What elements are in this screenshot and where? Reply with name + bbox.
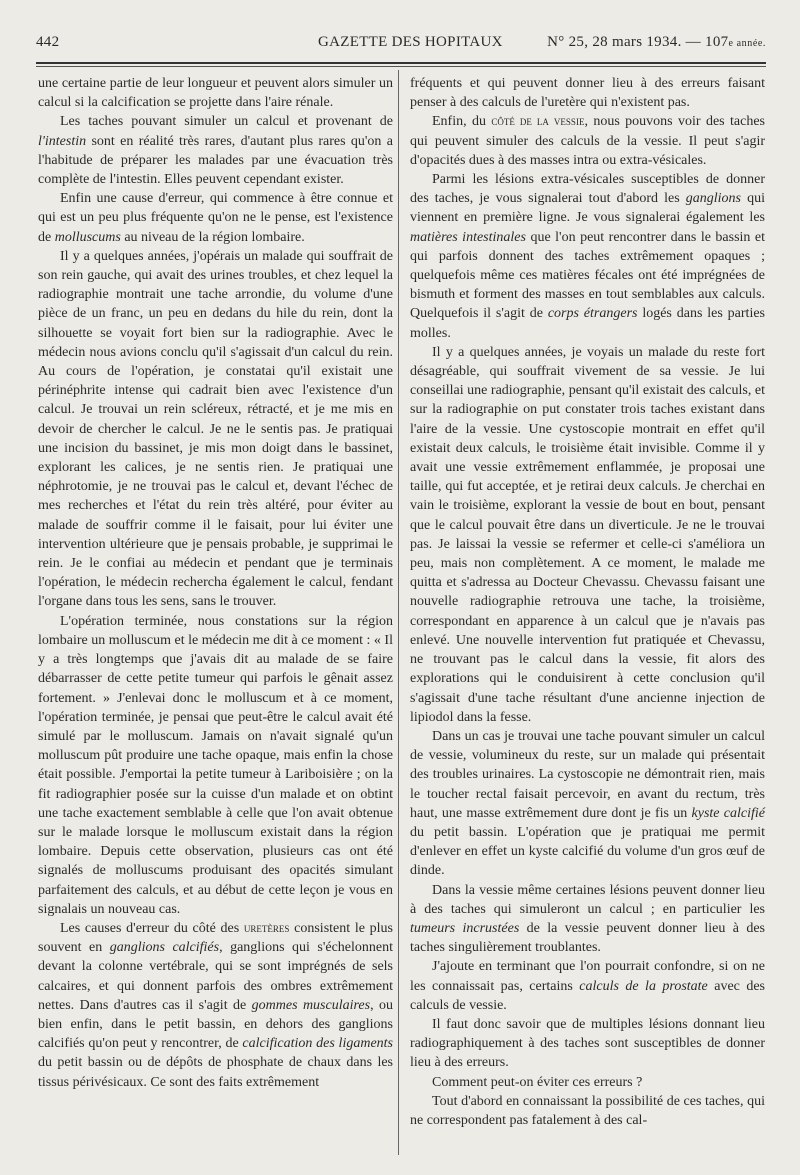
paragraph <box>410 343 765 727</box>
italic-term: calculs de la prostate <box>579 978 708 994</box>
text-run: avec des calculs de vessie. <box>410 978 765 1013</box>
text-run: du petit bassin. L'opération que je pratiquai me permit d'enlever en effet un kyste calcifié du volume d'un gros œuf de dinde. <box>410 824 765 879</box>
page-header <box>36 34 766 60</box>
text-run: Il y a quelques années, je voyais un malade du reste fort désagréable, qui souffrait vivement de sa vessie. Je lui conseillai une radiographie, pensant qu'il existait des calculs, et sur la radiographie on put constater trois taches existant dans l'aire de la vessie. Une cystoscopie montrait en effet qu'il existait deux calculs, le troisième était invisible. Comme il y avait une vessie extrêmement enflammée, je proposai une taille, qui fut acceptée, et je retirai deux calculs. Je cherchai en vain le troisième, explorant la vessie de bout en bout, pensant que le calcul pouvait être dans un diverticule. Je ne le trouvai pas. Je laissai la vessie se refermer et celle-ci s'améliora un peu, mais non complètement. A ce moment, le malade me quitta et s'adressa au Docteur Chevassu. Chevassu faisant une nouvelle radiographie retrouva une tache, la troisième, correspondant en apparence à un calcul que je n'avais pas enlevé. Une nouvelle intervention fut pratiquée et Chevassu, ne trouvant pas le calcul dans la vessie, fit alors des explorations qui le conduisirent à cette conclusion qu'il s'agissait d'une tache résultant d'une ancienne injection de lipiodol dans la fesse. <box>410 344 765 725</box>
text-run: Comment peut-on éviter ces erreurs ? <box>432 1074 643 1090</box>
text-run: sont en réalité très rares, d'autant plus rares qu'on a l'habitude de préparer les malades par une évacuation très complète de l'intestin. Elles peuvent cependant exister. <box>38 133 393 188</box>
text-run: logés dans les parties molles. <box>410 306 765 341</box>
text-run: au niveau de la région lombaire. <box>120 229 305 245</box>
text-run: Enfin, du <box>432 114 492 130</box>
text-run: Parmi les lésions extra-vésicales susceptibles de donner des taches, je vous signalerai tout d'abord les <box>410 172 765 207</box>
paragraph <box>410 1092 765 1130</box>
paragraph <box>410 112 765 170</box>
text-run: J'ajoute en terminant que l'on pourrait confondre, si on ne les connaissait pas, certains <box>410 959 765 994</box>
italic-term: molluscums <box>54 229 121 245</box>
paragraph <box>410 1015 765 1073</box>
journal-title: GAZETTE DES HOPITAUX <box>318 34 503 50</box>
left-column <box>38 74 393 1092</box>
small-caps-term: uretères <box>243 920 290 935</box>
text-run: L'opération terminée, nous constations sur la région lombaire un molluscum et le médecin me dit à ce moment : « Il y a très longtemps que j'avais dit au malade de se faire débarrasser de cette petite tumeur qui parfois le gênait assez fortement. » J'enlevai donc le molluscum et à ce moment, l'opération terminée, je pensai que peut-être le calcul avait été simulé par le molluscum. Jamais on n'avait signalé qu'un molluscum pût produire une tache opaque, mais enfin la chose était possible. J'emportai la petite tumeur à Lariboisière ; on la fit radiographier posée sur la cuisse d'un malade et on obtint une tache exactement semblable à celle que l'on avait obtenue sur le malade lorsque le molluscum existait dans la région lombaire. Depuis cette observation, plusieurs cas ont été signalés de molluscums produisant des opacités simulant parfaitement des calculs, et au début de cette leçon je vous en signalais un nouveau cas. <box>38 613 393 917</box>
column-divider <box>398 70 399 1155</box>
text-run: une certaine partie de leur longueur et peuvent alors simuler un calcul si la calcification se projette dans l'aire rénale. <box>38 76 393 111</box>
paragraph <box>410 881 765 958</box>
paragraph <box>38 112 393 189</box>
text-run: Il faut donc savoir que de multiples lésions donnant lieu radiographiquement à des taches sont susceptibles de donner lieu à des erreurs. <box>410 1016 765 1071</box>
paragraph <box>410 74 765 112</box>
issue-year-suffix: e année. <box>728 38 766 49</box>
small-caps-term: côté de la vessie <box>491 114 585 129</box>
italic-term: ganglions <box>685 191 741 207</box>
text-run: , ou bien enfin, dans le petit bassin, en dehors des ganglions calcifiés qu'on peut y rencontrer, de <box>38 997 394 1052</box>
paragraph <box>38 247 393 612</box>
paragraph <box>410 1073 765 1092</box>
text-run: Dans la vessie même certaines lésions peuvent donner lieu à des taches qui simuleront un calcul ; en particulier les <box>410 882 765 917</box>
paragraph <box>410 170 765 343</box>
paragraph <box>410 727 765 881</box>
italic-term: tumeurs incrustées <box>410 920 520 936</box>
text-run: Les causes d'erreur du côté des <box>60 920 244 936</box>
issue-info <box>547 34 766 51</box>
italic-term: l'intestin <box>38 133 87 149</box>
text-run: fréquents et qui peuvent donner lieu à des erreurs faisant penser à des calculs de l'uretère qui n'existent pas. <box>410 76 765 111</box>
text-run: consistent le plus souvent en <box>38 920 393 956</box>
text-run: , ganglions qui s'échelonnent devant la colonne vertébrale, qui se sont imprégnés de sels calcaires, et qui donnent parfois des ombres extrêmement nettes. Dans d'autres cas il s'agit de <box>38 940 393 1013</box>
text-run: Dans un cas je trouvai une tache pouvant simuler un calcul de vessie, volumineux du reste, sur un malade qui présentait des troubles urinaires. La cystoscopie ne démontrait rien, mais le toucher rectal faisait percevoir, en avant du rectum, très haut, une masse extrêmement dure dont je fis un <box>410 728 765 821</box>
text-run: Enfin une cause d'erreur, qui commence à être connue et qui est un peu plus fréquente qu'on ne le pense, est l'existence de <box>38 191 393 245</box>
italic-term: corps étrangers <box>547 306 638 322</box>
header-rule-thin <box>36 66 766 67</box>
right-column <box>410 74 765 1130</box>
italic-term: gommes musculaires <box>251 997 371 1013</box>
italic-term: calcification des ligaments <box>242 1036 393 1052</box>
text-run: qui viennent en première ligne. Je vous signalerai également les <box>410 191 766 226</box>
text-run: Les taches pouvant simuler un calcul et provenant de <box>60 114 393 130</box>
paragraph <box>38 612 393 919</box>
text-run: que l'on peut rencontrer dans le bassin et qui parfois donnent des taches extrêmement opaques ; quelquefois même ces matières fécales ont été imprégnées de bismuth et forment des masses en tout semblables aux calculs. Quelquefois il s'agit de <box>410 229 766 322</box>
paragraph <box>38 74 393 112</box>
header-rule-thick <box>36 62 766 64</box>
italic-term: ganglions calcifiés <box>109 940 220 956</box>
paragraph <box>410 957 765 1015</box>
issue-date: N° 25, 28 mars 1934. — 107 <box>547 34 729 50</box>
italic-term: kyste calcifié <box>691 805 765 821</box>
text-run: de la vessie peuvent donner lieu à des taches singulièrement troublantes. <box>410 920 765 956</box>
paragraph <box>38 189 393 247</box>
text-run: Tout d'abord en connaissant la possibilité de ces taches, qui ne correspondent pas fatalement à des cal- <box>410 1093 765 1128</box>
italic-term: matières intestinales <box>410 229 526 245</box>
text-run: Il y a quelques années, j'opérais un malade qui souffrait de son rein gauche, qui avait des urines troubles, et chez lequel la radiographie montrait une tache arrondie, du volume d'une pièce de un franc, un peu en dedans du hile du rein, dont la silhouette se voyait fort bien sur la radiographie. Avec le médecin nous avions conclu qu'il s'agissait d'un calcul du rein. Au cours de l'opération, je constatai qu'il existait une périnéphrite intense qui cadrait bien avec l'existence d'un calcul. Je trouvai un rein scléreux, rétracté, et je me mis en devoir de chercher le calcul. Je ne le sentis pas. Je pratiquai une incision du bassinet, je mis mon doigt dans le bassinet, explorant les calices, je ne sentis rien. Je pratiquai une néphrotomie, je ne trouvai pas le calcul et, devant l'échec de mes recherches et l'état du rein très altéré, pour éviter au malade de souffrir comme il le faisait, pour lui éviter une intervention ultérieure que je pensais probable, je supprimai le rein. Je le confiai au médecin et pendant que je terminais l'opération, le médecin rechercha également le calcul, fendant l'organe dans tous les sens, sans le trouver. <box>38 248 393 610</box>
text-run: du petit bassin ou de dépôts de phosphate de chaux dans les tissus périvésicaux. Ce sont des faits extrêmement <box>38 1055 393 1090</box>
page-number: 442 <box>36 34 60 50</box>
text-run: , nous pouvons voir des taches qui peuvent simuler des calculs de la vessie. Il peut s'agir d'opacités dues à des masses intra ou extra-vésicales. <box>410 114 765 168</box>
paragraph <box>38 919 393 1092</box>
